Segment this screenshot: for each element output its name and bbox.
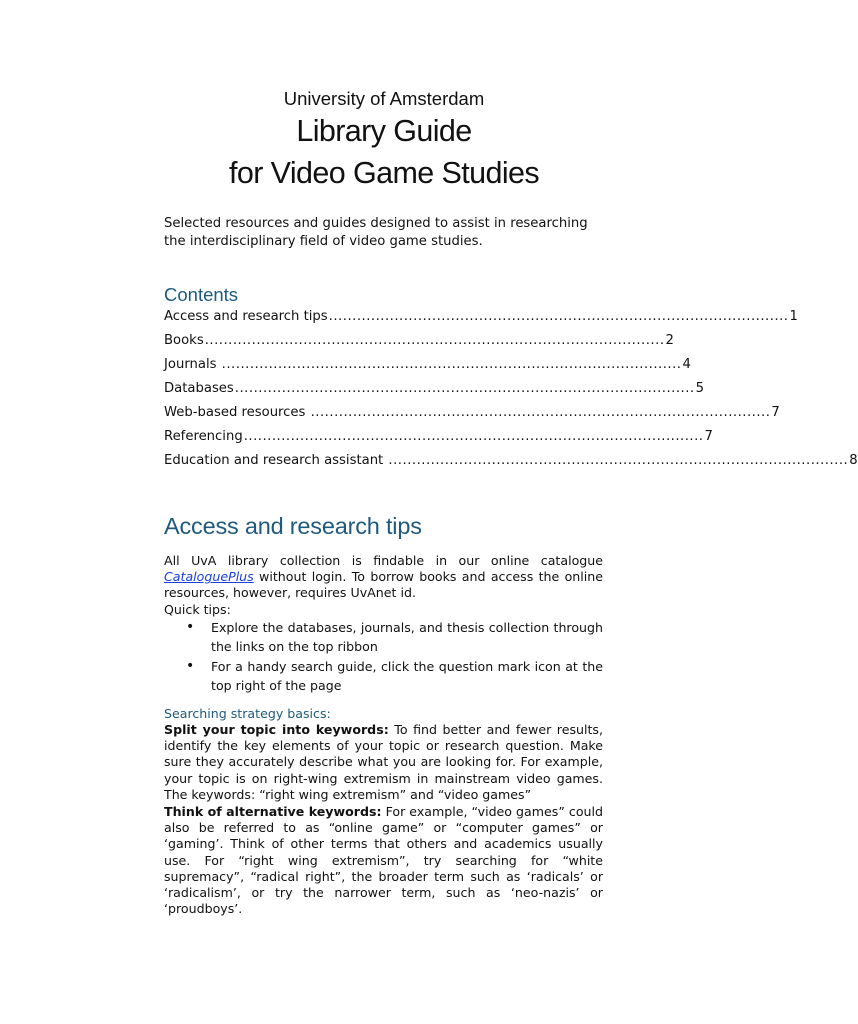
access-paragraph bbox=[164, 553, 603, 618]
toc-entry-education[interactable] bbox=[164, 452, 858, 476]
contents-heading: Contents bbox=[164, 284, 239, 305]
quick-tips-list bbox=[164, 618, 603, 696]
access-text-after: without login. To borrow books and access the online resources, however, requires UvAnet id. bbox=[164, 569, 603, 601]
toc-entry-label: Education and research assistant bbox=[164, 453, 388, 468]
intro-paragraph: Selected resources and guides designed to assist in researching the interdisciplinary field of video game studies. bbox=[164, 216, 588, 249]
toc-entry-label: Journals bbox=[164, 357, 221, 372]
alternative-keywords-text: For example, “video games” could also be referred to as “online game” or “computer games” or ‘gaming’. Think of other terms that others and academics usually use. For “right wing extremism”, try searching for “white supremacy”, “radical right”, the broader term such as ‘radicals’ or ‘radicalism’, or try the narrower term, such as ‘neo-nazis’ or ‘proudboys’. bbox=[164, 804, 603, 917]
toc-entry-page: 2 bbox=[665, 333, 674, 348]
list-item bbox=[164, 618, 603, 656]
toc-leader-dots: .................................................................................................. bbox=[328, 309, 789, 324]
split-keywords-label: Split your topic into keywords: bbox=[164, 722, 389, 737]
toc-entry-label: Web-based resources bbox=[164, 405, 310, 420]
toc-entry-label: Books bbox=[164, 333, 204, 348]
toc-entry-page: 8 bbox=[849, 453, 858, 468]
toc-entry-journals[interactable] bbox=[164, 356, 691, 380]
toc-entry-referencing[interactable] bbox=[164, 428, 713, 452]
toc-entry-label: Referencing bbox=[164, 429, 243, 444]
toc-entry-label: Access and research tips bbox=[164, 309, 328, 324]
toc-leader-dots: .................................................................................................. bbox=[204, 333, 665, 348]
bullet-icon: • bbox=[186, 658, 195, 674]
toc-entry-page: 5 bbox=[695, 381, 704, 396]
toc-entry-page: 1 bbox=[789, 309, 798, 324]
quick-tips-label: Quick tips: bbox=[164, 601, 231, 617]
document-title-line-1: Library Guide bbox=[296, 114, 472, 148]
split-keywords-paragraph bbox=[164, 722, 603, 803]
toc-leader-dots: .................................................................................................. bbox=[388, 453, 849, 468]
toc-entry-web-resources[interactable] bbox=[164, 404, 780, 428]
split-keywords-text: To find better and fewer results, identify the key elements of your topic or research question. Make sure they accurately describe what you are looking for. For example, your topic is on right-wing extremism in mainstream video games. The keywords: “right wing extremism” and “video games” bbox=[164, 722, 603, 802]
alternative-keywords-paragraph bbox=[164, 804, 603, 917]
table-of-contents bbox=[164, 308, 858, 476]
toc-entry-books[interactable] bbox=[164, 332, 674, 356]
toc-entry-page: 7 bbox=[704, 429, 713, 444]
bullet-icon: • bbox=[186, 619, 195, 635]
toc-entry-label: Databases bbox=[164, 381, 234, 396]
list-item bbox=[164, 657, 603, 695]
toc-leader-dots: .................................................................................................. bbox=[221, 357, 682, 372]
university-name: University of Amsterdam bbox=[283, 88, 485, 109]
catalogueplus-link[interactable]: CataloguePlus bbox=[164, 569, 254, 585]
toc-leader-dots: .................................................................................................. bbox=[310, 405, 771, 420]
toc-entry-access[interactable] bbox=[164, 308, 798, 332]
searching-strategy-heading: Searching strategy basics: bbox=[164, 706, 331, 721]
toc-entry-page: 7 bbox=[771, 405, 780, 420]
alternative-keywords-label: Think of alternative keywords: bbox=[164, 804, 382, 819]
toc-leader-dots: .................................................................................................. bbox=[243, 429, 704, 444]
document-title-line-2: for Video Game Studies bbox=[228, 156, 540, 190]
toc-entry-page: 4 bbox=[682, 357, 691, 372]
tip-text: Explore the databases, journals, and thesis collection through the links on the top ribbon bbox=[211, 620, 603, 654]
access-text-before: All UvA library collection is findable in our online catalogue bbox=[164, 553, 603, 568]
section-heading-access: Access and research tips bbox=[164, 513, 422, 539]
toc-leader-dots: .................................................................................................. bbox=[234, 381, 695, 396]
tip-text: For a handy search guide, click the question mark icon at the top right of the page bbox=[211, 659, 603, 693]
toc-entry-databases[interactable] bbox=[164, 380, 704, 404]
